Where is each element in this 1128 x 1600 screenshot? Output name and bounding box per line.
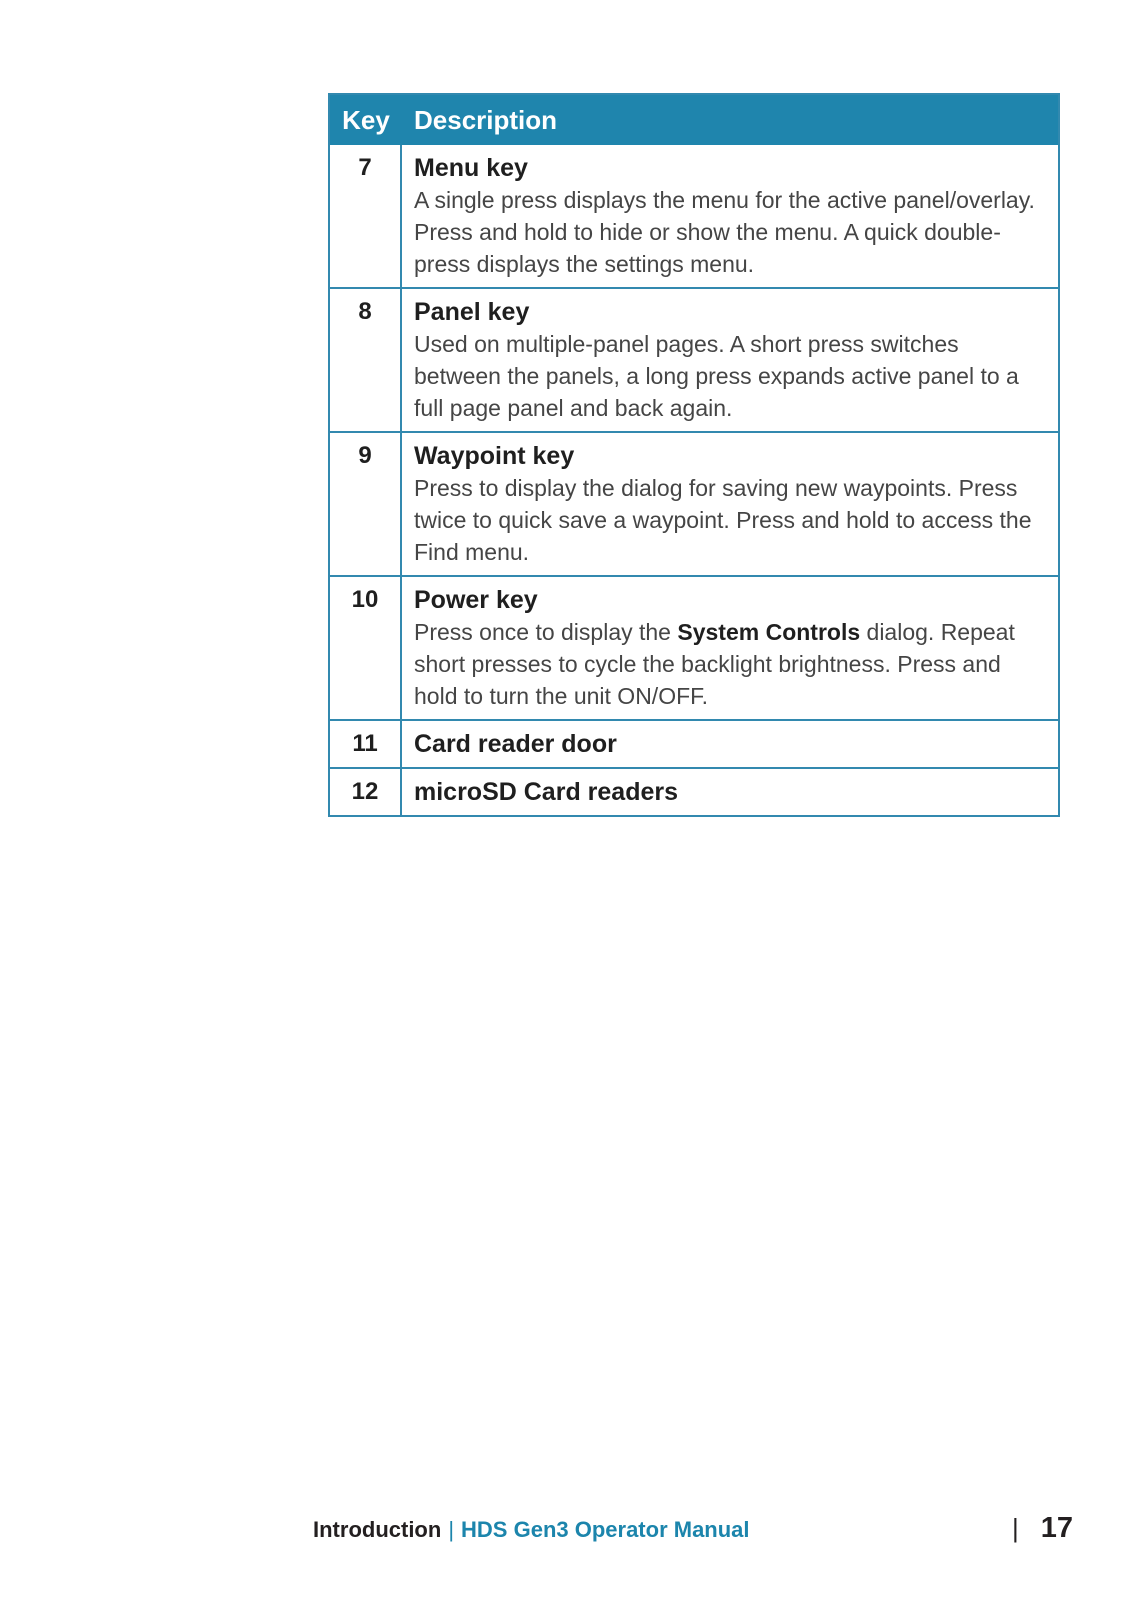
key-number: 12: [330, 769, 402, 815]
key-number: 11: [330, 721, 402, 767]
table-row-panel-key: [330, 287, 1058, 431]
page-number-separator: |: [1011, 1513, 1019, 1543]
table-row-menu-key: [330, 145, 1058, 287]
row-description: Used on multiple-panel pages. A short press switches between the panels, a long press expands active panel to a full page panel and back again.: [414, 331, 1019, 421]
table-row-microsd-card-readers: [330, 767, 1058, 815]
page-number: 17: [1040, 1512, 1073, 1544]
column-header-key: Key: [342, 104, 390, 135]
key-number: 7: [330, 145, 402, 287]
key-description-table: [328, 93, 1060, 817]
footer-page-indicator: [1012, 1512, 1073, 1545]
key-number: 9: [330, 433, 402, 575]
key-number: 10: [330, 577, 402, 719]
row-description: Press to display the dialog for saving new waypoints. Press twice to quick save a waypoint. Press and hold to access the Find menu.: [414, 475, 1032, 565]
description-cell: [402, 145, 1058, 287]
footer-breadcrumb: [313, 1517, 750, 1543]
description-cell: [402, 577, 1058, 719]
description-cell: [402, 433, 1058, 575]
table-row-power-key: [330, 575, 1058, 719]
footer-separator: |: [448, 1517, 455, 1542]
row-title: Card reader door: [414, 730, 617, 758]
description-cell: [402, 289, 1058, 431]
description-bold-term: System Controls: [677, 619, 861, 645]
table-row-waypoint-key: [330, 431, 1058, 575]
row-title: Menu key: [414, 154, 528, 182]
row-description: A single press displays the menu for the active panel/overlay. Press and hold to hide or show the menu. A quick double-press displays the settings menu.: [414, 187, 1035, 277]
row-title: Power key: [414, 586, 538, 614]
row-description: [414, 616, 1050, 712]
description-text-segment: dialog. Repeat short presses to cycle the backlight brightness. Press and hold to turn the unit ON/OFF.: [414, 619, 1015, 709]
table-header-row: [330, 95, 1058, 145]
row-title: Panel key: [414, 298, 530, 326]
row-title: Waypoint key: [414, 442, 575, 470]
table-row-card-reader-door: [330, 719, 1058, 767]
description-text-segment: Press once to display the: [414, 619, 678, 645]
description-cell: [402, 769, 1058, 815]
footer-section-label: Introduction: [313, 1517, 442, 1542]
key-number: 8: [330, 289, 402, 431]
description-cell: [402, 721, 1058, 767]
row-title: microSD Card readers: [414, 778, 679, 806]
column-header-description: Description: [414, 104, 558, 135]
footer-manual-title: HDS Gen3 Operator Manual: [461, 1517, 750, 1542]
page-footer: [313, 1512, 1073, 1545]
